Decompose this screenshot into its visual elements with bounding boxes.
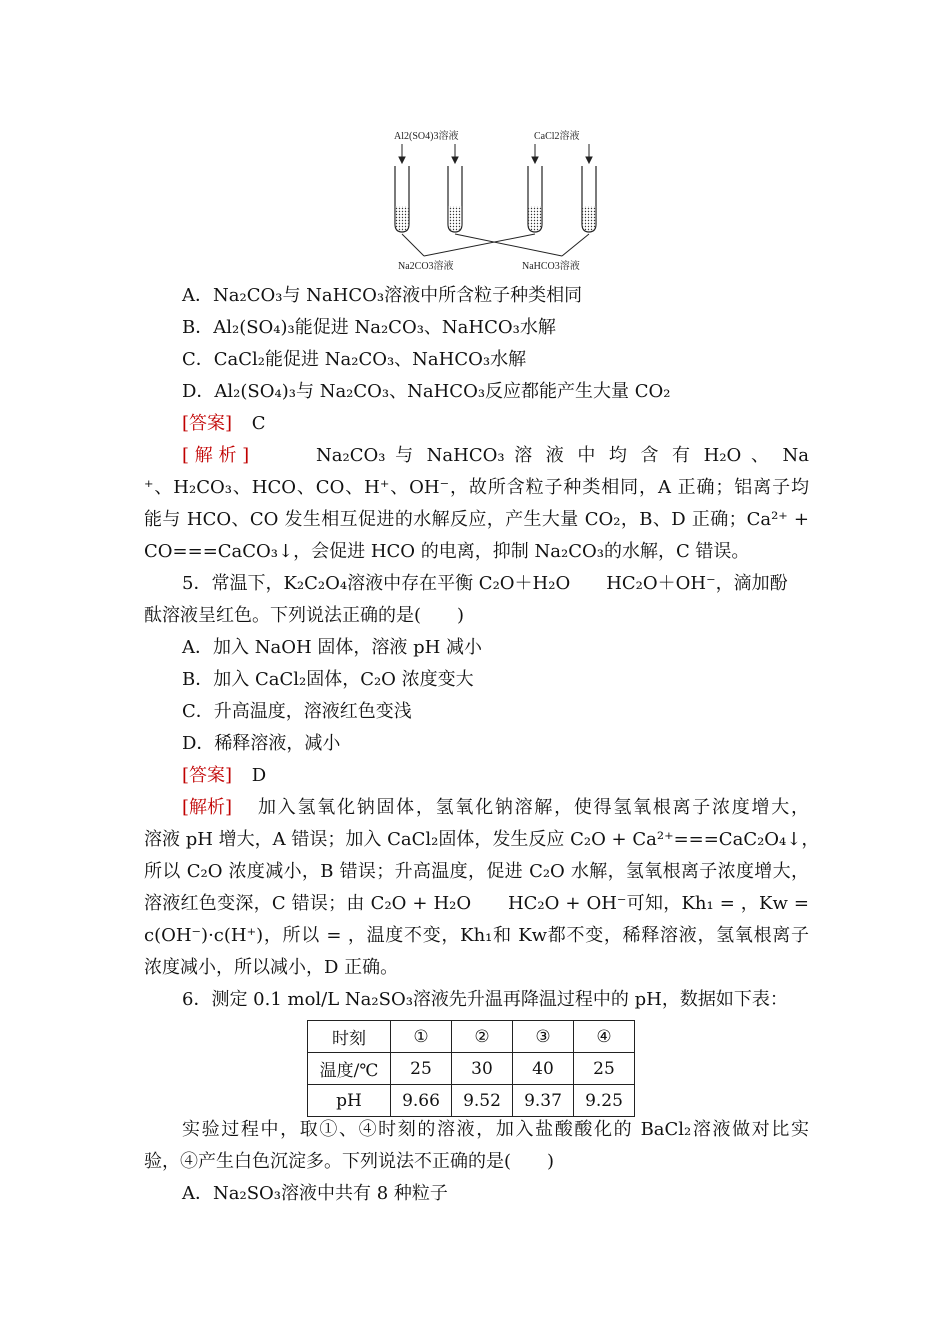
table-header-cell: ②	[452, 1021, 513, 1053]
q4-analysis-line-2: ⁺、H₂CO₃、HCO、CO、H⁺、OH⁻，故所含粒子种类相同，A 正确；铝离子均	[144, 477, 809, 498]
connector-lines	[402, 234, 589, 256]
q5-analysis-line-6: 浓度减小，所以减小，D 正确。	[144, 957, 399, 978]
label-al2so4: Al2(SO4)3溶液	[394, 131, 459, 142]
table-cell: 9.52	[452, 1085, 513, 1117]
q5-analysis-text-1: 加入氢氧化钠固体，氢氧化钠溶解，使得氢氧根离子浓度增大，	[258, 797, 809, 818]
tube-4	[582, 166, 596, 232]
table-cell: 温度/℃	[308, 1053, 391, 1085]
q5-analysis-line-5: c(OH⁻)·c(H⁺)，所以 = ，温度不变，Kh₁和 Kw都不变，稀释溶液，氢氧根离子	[144, 925, 809, 946]
q5-analysis-line-4: 溶液红色变深，C 错误；由 C₂O + H₂O HC₂O + OH⁻可知，Kh₁ = ，Kw =	[144, 893, 809, 914]
q5-analysis-line-3: 所以 C₂O 浓度减小，B 错误；升高温度，促进 C₂O 水解，氢氧根离子浓度增大，	[144, 861, 809, 882]
q6-stem: 6．测定 0.1 mol/L Na₂SO₃溶液先升温再降温过程中的 pH，数据如下表：	[182, 989, 788, 1010]
q5-answer: D	[251, 765, 267, 786]
table-cell: 9.37	[513, 1085, 574, 1117]
label-na2co3: Na2CO3溶液	[398, 261, 454, 272]
q5-answer-line	[182, 764, 809, 788]
q4-answer-tag: [答案]	[182, 413, 233, 434]
q4-analysis-text-1: Na₂CO₃ 与 NaHCO₃ 溶 液 中 均 含 有 H₂O 、 Na	[316, 445, 809, 466]
table-header-row	[308, 1021, 635, 1053]
table-row	[308, 1053, 635, 1085]
tube-2	[448, 166, 462, 232]
test-tubes	[395, 166, 596, 232]
q6-option-a: A．Na₂SO₃溶液中共有 8 种粒子	[182, 1183, 448, 1204]
q5-option-c: C．升高温度，溶液红色变浅	[182, 701, 412, 722]
q5-option-a: A．加入 NaOH 固体，溶液 pH 减小	[182, 637, 483, 658]
table-cell: 25	[574, 1053, 635, 1085]
table-header-cell: 时刻	[308, 1021, 391, 1053]
q5-analysis-line-1	[182, 796, 809, 820]
table-cell: 40	[513, 1053, 574, 1085]
table-row	[308, 1085, 635, 1117]
q4-option-a: A．Na₂CO₃与 NaHCO₃溶液中所含粒子种类相同	[182, 285, 583, 306]
q4-analysis-tag: [ 解 析 ]	[182, 445, 250, 466]
q4-analysis-line-3: 能与 HCO、CO 发生相互促进的水解反应，产生大量 CO₂，B、D 正确；Ca²⁺ +	[144, 509, 809, 530]
tube-1	[395, 166, 409, 232]
q4-analysis-line-4: CO===CaCO₃↓，会促进 HCO 的电离，抑制 Na₂CO₃的水解，C 错误。	[144, 541, 750, 562]
arrows	[399, 144, 592, 163]
q6-text-line-2: 验，④产生白色沉淀多。下列说法不正确的是( )	[144, 1151, 555, 1172]
table-cell: pH	[308, 1085, 391, 1117]
q5-option-b: B．加入 CaCl₂固体，C₂O 浓度变大	[182, 669, 474, 690]
q4-option-b: B．Al₂(SO₄)₃能促进 Na₂CO₃、NaHCO₃水解	[182, 317, 556, 338]
q4-analysis-line-1	[182, 444, 809, 468]
label-nahco3: NaHCO3溶液	[522, 261, 580, 272]
table-cell: 9.25	[574, 1085, 635, 1117]
table-cell: 30	[452, 1053, 513, 1085]
q5-analysis-tag: [解析]	[182, 797, 233, 818]
table-cell: 25	[391, 1053, 452, 1085]
q5-stem-line-2: 酞溶液呈红色。下列说法正确的是( )	[144, 605, 465, 626]
q4-option-d: D．Al₂(SO₄)₃与 Na₂CO₃、NaHCO₃反应都能产生大量 CO₂	[182, 381, 671, 402]
q4-answer-line	[182, 412, 809, 436]
q6-text-line-1: 实验过程中，取①、④时刻的溶液，加入盐酸酸化的 BaCl₂溶液做对比实	[182, 1119, 809, 1140]
table-header-cell: ③	[513, 1021, 574, 1053]
tube-3	[528, 166, 542, 232]
q5-answer-tag: [答案]	[182, 765, 233, 786]
q5-analysis-line-2: 溶液 pH 增大，A 错误；加入 CaCl₂固体，发生反应 C₂O + Ca²⁺===CaC₂O₄↓，	[144, 829, 820, 850]
test-tube-diagram	[380, 126, 610, 276]
q4-answer: C	[251, 413, 266, 434]
q5-stem-line-1: 5．常温下，K₂C₂O₄溶液中存在平衡 C₂O＋H₂O HC₂O＋OH⁻，滴加酚	[182, 573, 788, 594]
table-header-cell: ④	[574, 1021, 635, 1053]
table-header-cell: ①	[391, 1021, 452, 1053]
q4-option-c: C．CaCl₂能促进 Na₂CO₃、NaHCO₃水解	[182, 349, 527, 370]
q5-option-d: D．稀释溶液，减小	[182, 733, 341, 754]
label-cacl2: CaCl2溶液	[534, 131, 580, 142]
ph-data-table	[307, 1020, 635, 1117]
table-cell: 9.66	[391, 1085, 452, 1117]
